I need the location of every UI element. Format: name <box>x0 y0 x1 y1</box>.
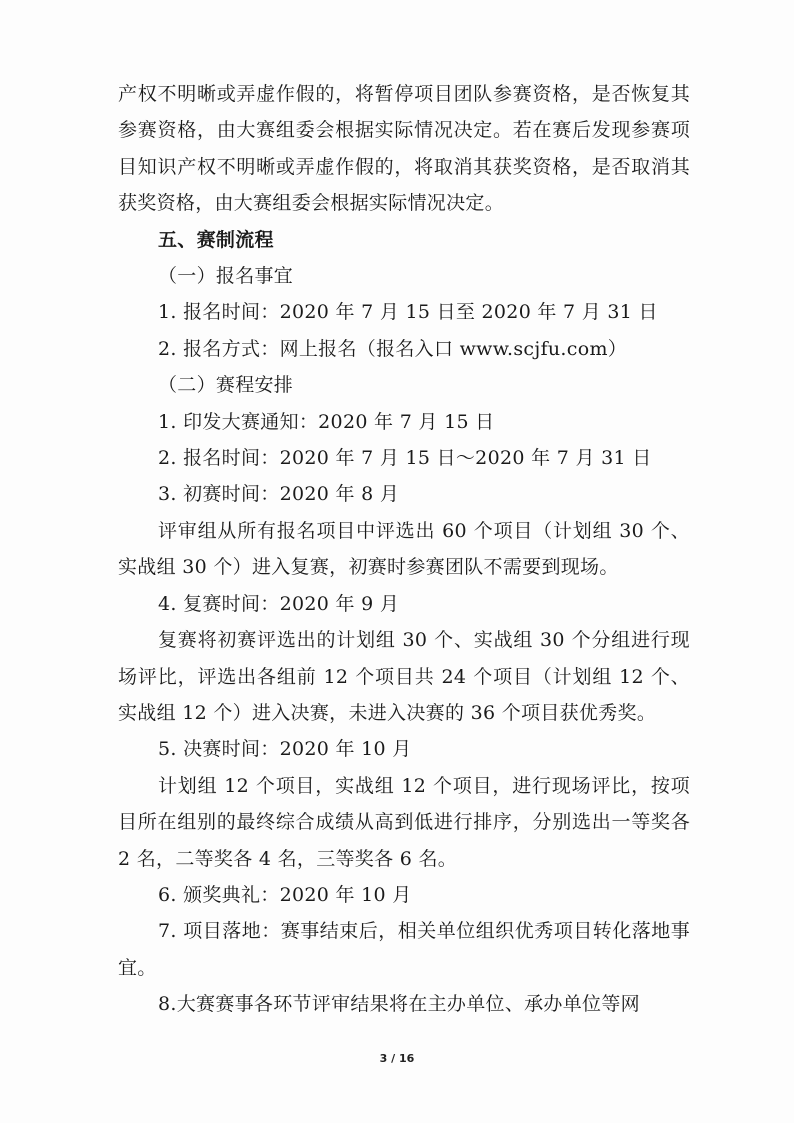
item-registration-period: 2. 报名时间：2020 年 7 月 15 日～2020 年 7 月 31 日 <box>158 447 652 470</box>
page-number: 3 / 16 <box>379 1052 415 1065</box>
document-body <box>118 76 690 1023</box>
paragraph-ip-clause: 产权不明晰或弄虚作假的，将暂停项目团队参赛资格，是否恢复其参赛资格，由大赛组委会根据实际情况决定。若在赛后发现参赛项目知识产权不明晰或弄虚作假的，将取消其获奖资格，是否取消其获奖资格，由大赛组委会根据实际情况决定。 <box>118 83 690 215</box>
item-registration-method: 2. 报名方式：网上报名（报名入口 www.scjfu.com） <box>158 337 628 360</box>
item-preliminary-time: 3. 初赛时间：2020 年 8 月 <box>158 483 400 506</box>
item-registration-time: 1. 报名时间：2020 年 7 月 15 日至 2020 年 7 月 31 日 <box>158 301 658 324</box>
item-award-ceremony: 6. 颁奖典礼：2020 年 10 月 <box>158 883 412 906</box>
item-final-time: 5. 决赛时间：2020 年 10 月 <box>158 738 412 761</box>
subheading-schedule: （二）赛程安排 <box>158 374 294 397</box>
subheading-registration: （一）报名事宜 <box>158 265 294 288</box>
item-project-landing: 7. 项目落地：赛事结束后，相关单位组织优秀项目转化落地事宜。 <box>118 920 690 979</box>
section-heading-competition-process: 五、赛制流程 <box>158 228 274 251</box>
paragraph-semifinal-details: 复赛将初赛评选出的计划组 30 个、实战组 30 个分组进行现场评比，评选出各组前 12 个项目共 24 个项目（计划组 12 个、实战组 12 个）进入决赛，未进入决赛的 36 个项目获优秀奖。 <box>118 629 690 724</box>
item-results-announcement: 8.大赛赛事各环节评审结果将在主办单位、承办单位等网 <box>158 993 640 1016</box>
item-notice-date: 1. 印发大赛通知：2020 年 7 月 15 日 <box>158 410 495 433</box>
item-semifinal-time: 4. 复赛时间：2020 年 9 月 <box>158 592 400 615</box>
paragraph-preliminary-details: 评审组从所有报名项目中评选出 60 个项目（计划组 30 个、实战组 30 个）进入复赛，初赛时参赛团队不需要到现场。 <box>118 519 690 579</box>
paragraph-final-details: 计划组 12 个项目，实战组 12 个项目，进行现场评比，按项目所在组别的最终综合成绩从高到低进行排序，分别选出一等奖各 2 名，二等奖各 4 名，三等奖各 6 名。 <box>118 774 690 870</box>
